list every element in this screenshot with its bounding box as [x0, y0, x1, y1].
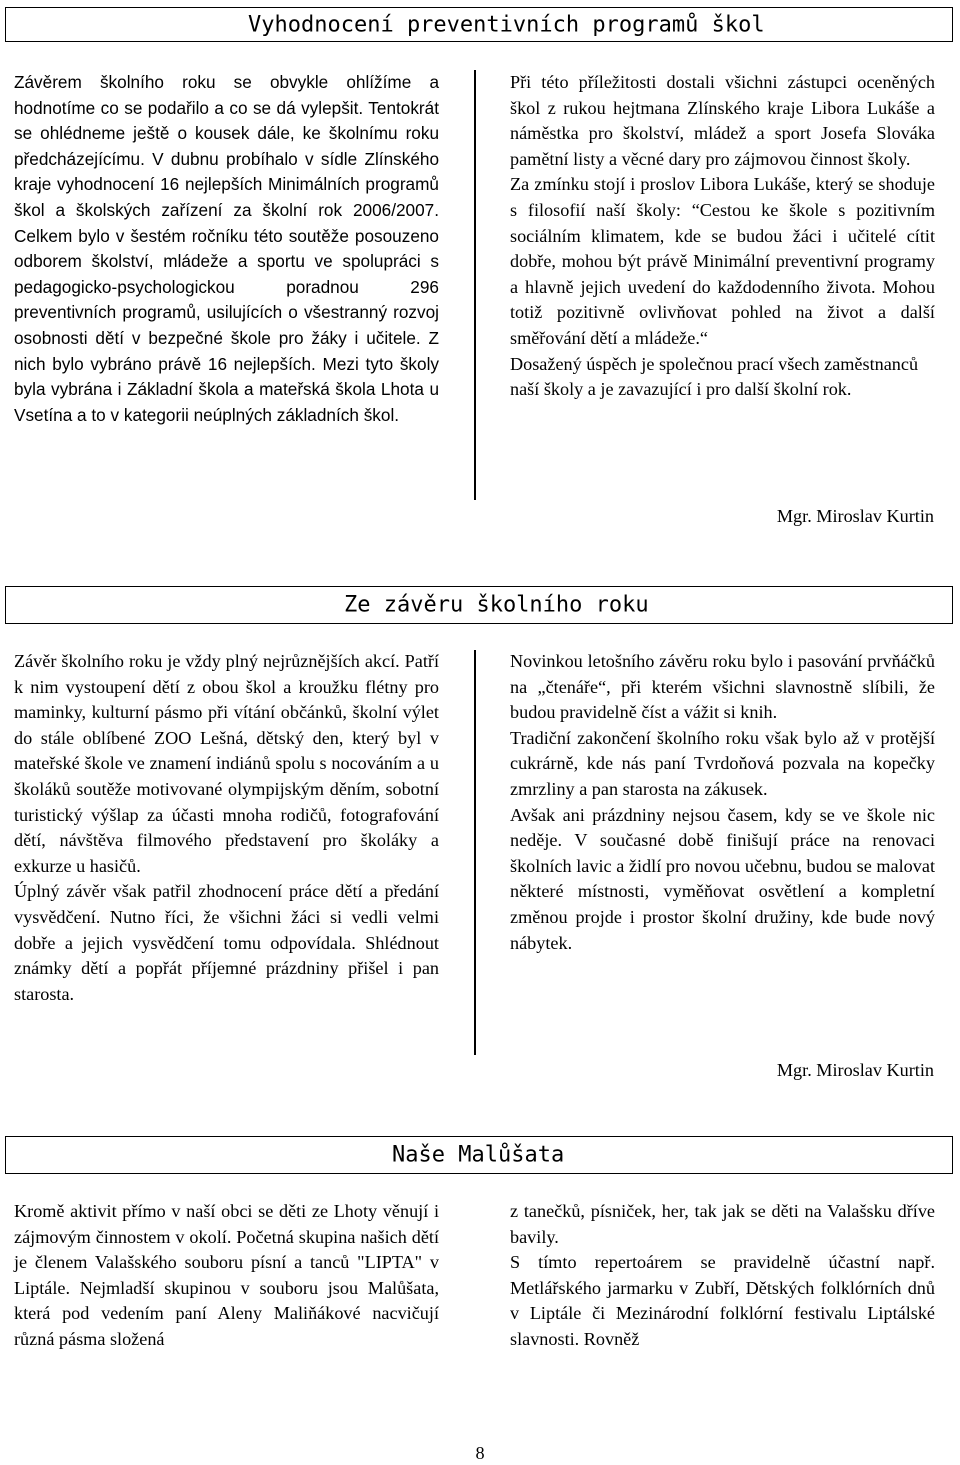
paragraph: Závěrem školního roku se obvykle ohlížíme a hodnotíme co se podařilo a co se dá vylepšit. Tentokrát se ohlédneme ještě o kousek dále, ke školnímu roku předcházejícímu. V dubnu probíhalo v sídle Zlínského kraje vyhodnocení 16 nejlepších Minimálních programů škol a školských zařízení za školní rok 2006/2007. Celkem bylo v šestém ročníku této soutěže posouzeno odborem školství, mládeže a sportu ve spolupráci s pedagogicko-psychologickou poradnou 296 preventivních programů, usilujících o všestranný rozvoj osobnosti dětí v bezpečné škole pro žáky i učitele. Z nich bylo vybráno právě 16 nejlepších. Mezi tyto školy byla vybrána i Základní škola a mateřská škola Lhota u Vsetína a to v kategorii neúplných základních škol. — [14, 72, 439, 425]
paragraph: Tradiční zakončení školního roku však bylo až v protější cukrárně, kde nás paní Tvrdoňová pozvala na kopečky zmrzliny a pan starosta na zákusek. — [510, 727, 935, 799]
paragraph: Novinkou letošního závěru roku bylo i pasování prvňáčků na „čtenáře“, při kterém všichni slavnostně slíbili, že budou pravidelně číst a vážit si knih. — [510, 651, 935, 723]
paragraph: Úplný závěr však patřil zhodnocení práce dětí a předání vysvědčení. Nutno říci, že všichni žáci si vedli velmi dobře a jejich vysvědčení tomu odpovídala. Shlédnout známky dětí a popřát příjemné prázdniny přišel i pan starosta. — [14, 881, 439, 1004]
section-title-box-3 — [5, 1136, 953, 1174]
paragraph: Avšak ani prázdniny nejsou časem, kdy se ve škole nic neděje. V současné době finišují práce na renovaci školních lavic a židlí pro novou učebnu, budou se malovat některé místnosti, vyměňovat osvětlení a kompletní změnou projde i prostor školní družiny, kde bude nový nábytek. — [510, 804, 935, 953]
section-3-right-column — [510, 1199, 935, 1353]
section-2-right-column — [510, 649, 935, 956]
section-1-left-column — [14, 70, 439, 428]
section-3-left-column — [14, 1199, 439, 1353]
section-title: Ze závěru školního roku — [344, 592, 649, 618]
section-title-box-1 — [5, 7, 953, 42]
signature: Mgr. Miroslav Kurtin — [776, 506, 934, 526]
paragraph: Dosažený úspěch je společnou prací všech zaměstnanců naší školy a je zavazující i pro další školní rok. — [510, 353, 919, 400]
section-title-box-2 — [5, 586, 953, 624]
paragraph: Kromě aktivit přímo v naší obci se děti ze Lhoty věnují i zájmovým činnostem v okolí. Početná skupina našich dětí je členem Valašského souboru písní a tanců "LIPTA" v Liptále. Nejmladší skupinou v souboru jsou Malůšata, která pod vedením paní Aleny Maliňákové nacvičují různá pásma složená — [14, 1201, 439, 1349]
section-2-left-column — [14, 649, 439, 1007]
paragraph: Závěr školního roku je vždy plný nejrůznějších akcí. Patří k nim vystoupení dětí z obou škol a kroužku flétny pro maminky, kulturní pásmo při vítání občánků, školní výlet do stále oblíbené ZOO Lešná, dětský den, který byl v mateřské škole ve znamení indiánů spolu s nocováním a u školáků soutěže motivované olympijským děním, sobotní turistický výšlap za účasti mnoha rodičů, fotografování dětí, návštěva filmového představení pro školáky a exkurze u hasičů. — [14, 651, 439, 876]
section-title: Vyhodnocení preventivních programů škol — [248, 12, 765, 37]
signature: Mgr. Miroslav Kurtin — [776, 1060, 934, 1080]
paragraph: Za zmínku stojí i proslov Libora Lukáše, který se shoduje s filosofií naší školy: “Cestou ke škole s pozitivním sociálním klimatem, kde se budou žáci i učitelé cítit dobře, mohou být právě Minimální preventivní programy a hlavně jejich uvedení do každodenního života. Mohou totiž pozitivně ovlivňovat pohled na život a další směřování dětí a mládeže.“ — [510, 174, 935, 348]
section-title: Naše Malůšata — [392, 1142, 565, 1168]
page-number: 8 — [475, 1443, 485, 1463]
paragraph: z tanečků, písniček, her, tak jak se děti na Valašsku dříve bavily. — [510, 1201, 935, 1247]
column-divider — [474, 70, 476, 500]
section-1-right-column — [510, 70, 935, 403]
paragraph: S tímto repertoárem se pravidelně účastní např. Metlářského jarmarku v Zubří, Dětských folklórních dnů v Liptále či Mezinárodní folklórní festivalu Liptálské slavnosti. Rovněž — [510, 1252, 935, 1349]
paragraph: Při této příležitosti dostali všichni zástupci oceněných škol z rukou hejtmana Zlínského kraje Libora Lukáše a náměstka pro školství, mládež a sport Josefa Slováka pamětní listy a věcné dary pro zájmovou činnost školy. — [510, 72, 935, 169]
column-divider — [474, 650, 476, 1055]
